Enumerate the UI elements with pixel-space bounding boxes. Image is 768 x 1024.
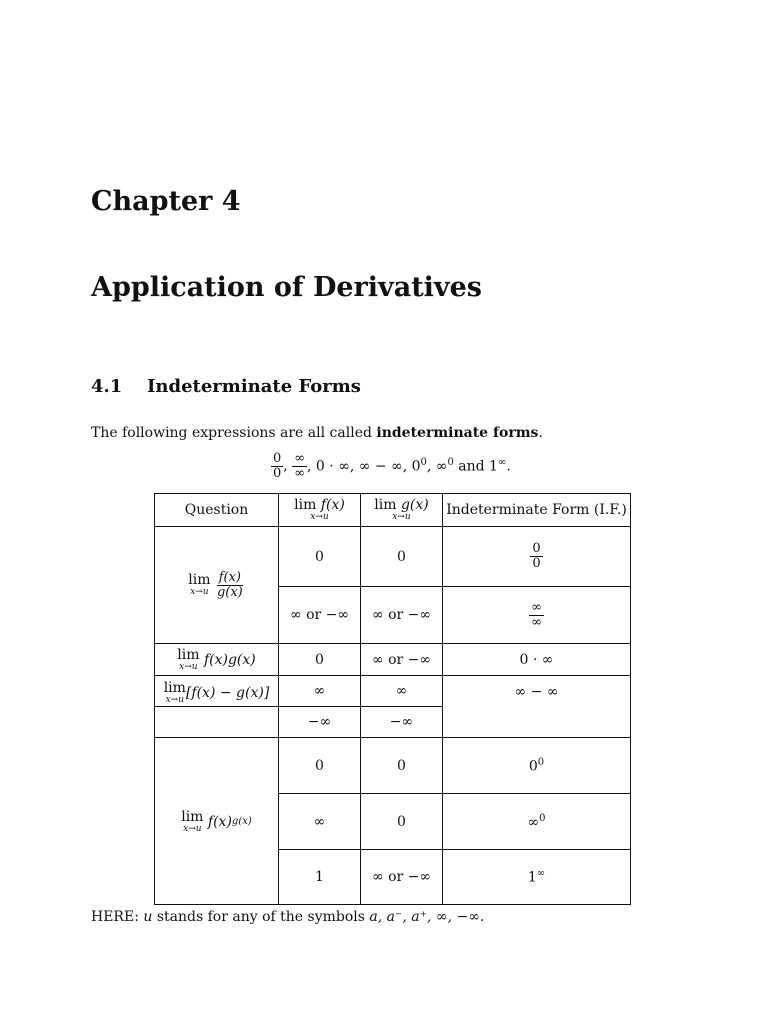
- lim-subscript: x→u: [392, 512, 411, 522]
- fraction-denominator: ∞: [531, 614, 542, 630]
- forms-mid: , ∞: [426, 458, 448, 475]
- cell-lim-g: ∞ or −∞: [361, 587, 443, 644]
- forms-and: and 1: [453, 458, 498, 475]
- lim-text: lim: [177, 647, 200, 663]
- question-power: [155, 738, 279, 905]
- note-paragraph: [91, 909, 484, 925]
- cell-lim-f: 0: [279, 644, 361, 676]
- table-row: [155, 527, 631, 587]
- lim-text: lim: [163, 680, 186, 696]
- note-symbols: a, a⁻, a⁺, ∞, −∞.: [369, 909, 485, 925]
- cell-lim-g: ∞: [361, 676, 443, 707]
- section-number: 4.1: [91, 376, 123, 397]
- exponent: 0: [539, 812, 546, 824]
- cell-lim-f: ∞ or −∞: [279, 587, 361, 644]
- intro-paragraph: [91, 425, 543, 441]
- table-row: [155, 738, 631, 794]
- forms-end: .: [506, 458, 511, 475]
- fraction-inf-over-inf: [292, 452, 307, 480]
- table-header-row: [155, 494, 631, 527]
- intro-end: .: [538, 425, 543, 441]
- lim-text: lim: [181, 808, 204, 825]
- empty-cell: [155, 707, 279, 738]
- note-label: HERE:: [91, 909, 144, 925]
- fraction-denominator: 0: [532, 556, 541, 571]
- forms-list: [271, 452, 511, 480]
- exponent: 0: [447, 457, 454, 469]
- section-title: Indeterminate Forms: [147, 376, 361, 397]
- if-base: 1: [527, 869, 537, 886]
- fraction-numerator: 0: [532, 541, 541, 557]
- exponent: ∞: [536, 868, 546, 880]
- question-product: [155, 644, 279, 676]
- cell-lim-f: ∞: [279, 794, 361, 850]
- fraction-zero-over-zero: [271, 452, 283, 480]
- cell-if: [443, 794, 631, 850]
- lim-text: lim: [294, 497, 317, 513]
- g-expr: g(x): [400, 497, 429, 513]
- header-lim-g: [361, 494, 443, 527]
- cell-if: [443, 850, 631, 905]
- cell-lim-f: −∞: [279, 707, 361, 738]
- power-exponent: g(x): [231, 816, 252, 827]
- f-expr: f(x): [320, 497, 345, 513]
- cell-lim-g: 0: [361, 738, 443, 794]
- cell-lim-f: ∞: [279, 676, 361, 707]
- fraction-numerator: ∞: [531, 599, 542, 615]
- fraction-denominator: 0: [273, 465, 282, 481]
- exponent: ∞: [497, 457, 507, 469]
- fraction-numerator: 0: [273, 451, 282, 466]
- cell-if: ∞ − ∞: [443, 676, 631, 738]
- product-expr: f(x)g(x): [203, 652, 256, 668]
- fraction-denominator: ∞: [294, 465, 306, 481]
- cell-lim-g: −∞: [361, 707, 443, 738]
- header-if: Indeterminate Form (I.F.): [443, 494, 631, 527]
- cell-lim-f: 0: [279, 527, 361, 587]
- cell-lim-f: 0: [279, 738, 361, 794]
- cell-lim-g: 0: [361, 527, 443, 587]
- header-question: Question: [155, 494, 279, 527]
- intro-bold-term: indeterminate forms: [376, 425, 539, 441]
- intro-text: The following expressions are all called: [91, 425, 377, 441]
- cell-lim-g: ∞ or −∞: [361, 644, 443, 676]
- cell-lim-f: 1: [279, 850, 361, 905]
- lim-text: lim: [374, 497, 397, 513]
- fraction-denominator: g(x): [216, 584, 243, 600]
- note-text: stands for any of the symbols: [152, 909, 370, 925]
- difference-expr: [f(x) − g(x)]: [185, 685, 270, 701]
- header-lim-f: [279, 494, 361, 527]
- table-row: [155, 644, 631, 676]
- question-quotient: [155, 527, 279, 644]
- if-base: ∞: [527, 814, 540, 831]
- fraction-numerator: ∞: [294, 451, 306, 466]
- lim-subscript: x→u: [179, 662, 198, 672]
- forms-text: [307, 457, 511, 475]
- chapter-heading: Chapter 4: [91, 186, 241, 217]
- note-variable: u: [143, 909, 153, 925]
- cell-lim-g: ∞ or −∞: [361, 850, 443, 905]
- cell-lim-g: 0: [361, 794, 443, 850]
- lim-subscript: x→u: [165, 695, 185, 705]
- lim-subscript: x→u: [190, 587, 209, 597]
- if-base: 0: [528, 758, 538, 775]
- cell-if: [443, 587, 631, 644]
- section-heading: [91, 376, 361, 397]
- quotient-fraction: [215, 571, 245, 599]
- fraction-numerator: f(x): [218, 569, 241, 585]
- indeterminate-forms-table: [154, 493, 631, 905]
- question-difference: [155, 676, 279, 707]
- exponent: 0: [420, 457, 427, 469]
- cell-if: 0 · ∞: [443, 644, 631, 676]
- cell-if: [443, 738, 631, 794]
- cell-if: [443, 527, 631, 587]
- lim-subscript: x→u: [183, 823, 202, 834]
- lim-text: lim: [188, 572, 211, 588]
- forms-rest: , 0 · ∞, ∞ − ∞, 0: [307, 458, 421, 475]
- exponent: 0: [537, 756, 545, 768]
- chapter-title: Application of Derivatives: [91, 272, 482, 303]
- power-base: f(x): [207, 813, 232, 830]
- comma: ,: [283, 458, 293, 475]
- table-row: [155, 676, 631, 707]
- lim-subscript: x→u: [310, 512, 329, 522]
